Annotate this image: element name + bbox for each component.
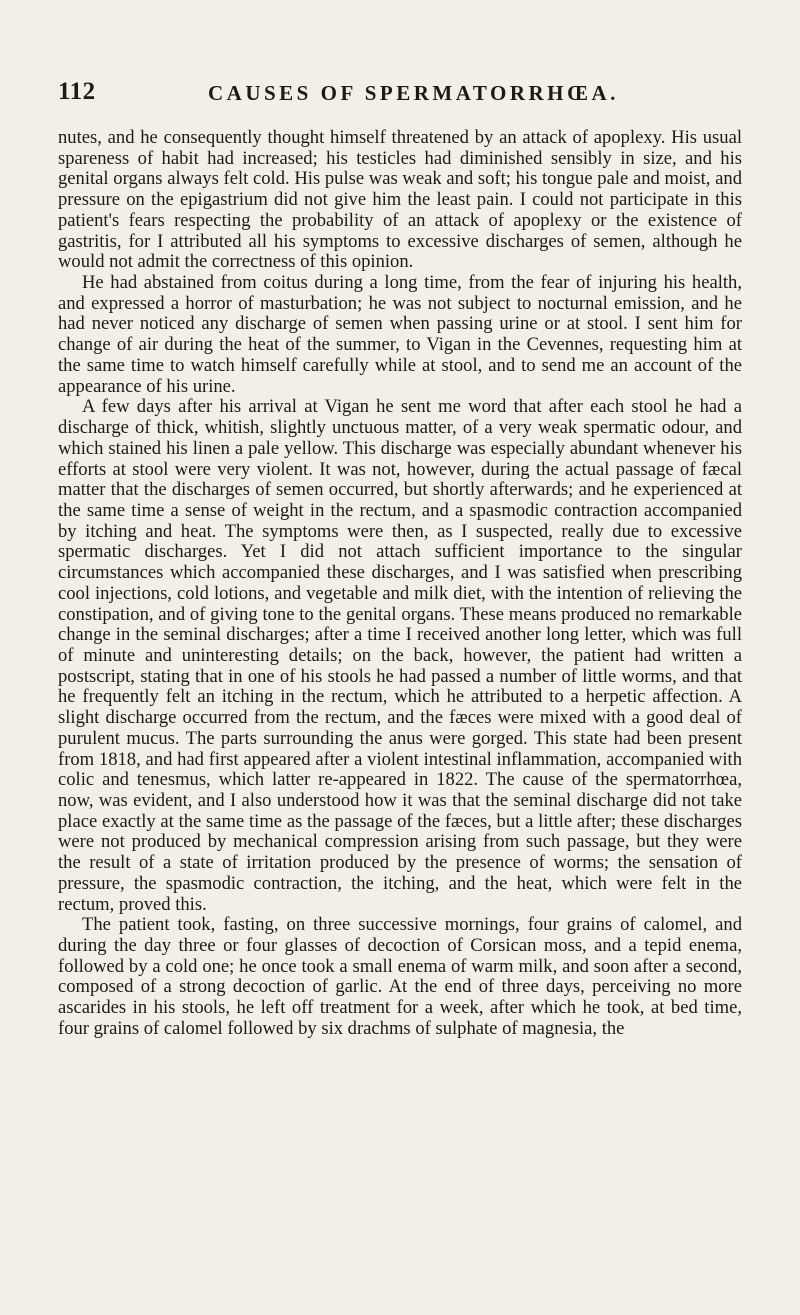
page-number: 112	[58, 78, 96, 105]
running-header	[58, 78, 742, 110]
paragraph-treatment: The patient took, fasting, on three successive mornings, four grains of calomel, and during the day three or four glasses of decoction of Corsican moss, and a tepid enema, followed by a cold one; he once took a small enema of warm milk, and soon after a second, composed of a strong decoction of garlic. At the end of three days, perceiving no more ascarides in his stools, he left off treatment for a week, after which he took, at bed time, four grains of calomel followed by six drachms of sulphate of magnesia, the	[58, 914, 742, 1039]
body-text	[58, 128, 742, 1040]
paragraph-continued: nutes, and he consequently thought himself threatened by an attack of apoplexy. His usual spareness of habit had increased; his testicles had diminished sensibly in size, and his genital organs always felt cold. His pulse was weak and soft; his tongue pale and moist, and pressure on the epigastrium did not give him the least pain. I could not participate in this patient's fears respecting the probability of an attack of apoplexy or the existence of gastritis, for I attributed all his symptoms to excessive discharges of semen, although he would not admit the correctness of this opinion.	[58, 127, 742, 273]
paragraph-discharges: A few days after his arrival at Vigan he sent me word that after each stool he had a discharge of thick, whitish, slightly unctuous matter, of a very weak spermatic odour, and which stained his linen a pale yellow. This discharge was especially abundant whenever his efforts at stool were very violent. It was not, however, during the actual passage of fæcal matter that the discharges of semen occurred, but shortly afterwards; and he experienced at the same time a sense of weight in the rectum, and a spasmodic contraction accompanied by itching and heat. The symptoms were then, as I suspected, really due to excessive spermatic discharges. Yet I did not attach sufficient importance to the singular circumstances which accompanied these discharges, and I was satisfied when prescribing cool injections, cold lotions, and vegetable and milk diet, with the intention of relieving the constipation, and of giving tone to the genital organs. These means produced no remarkable change in the seminal discharges; after a time I received another long letter, which was full of minute and uninteresting details; on the back, however, the patient had written a postscript, stating that in one of his stools he had passed a number of little worms, and that he frequently felt an itching in the rectum, which he attributed to a herpetic affection. A slight discharge occurred from the rectum, and the fæces were mixed with a good deal of purulent mucus. The parts surrounding the anus were gorged. This state had been present from 1818, and had first appeared after a violent intestinal inflammation, accompanied with colic and tenesmus, which latter re-appeared in 1822. The cause of the spermatorrhœa, now, was evident, and I also understood how it was that the seminal discharge did not take place exactly at the same time as the passage of the fæces, but a little after; these discharges were not produced by mechanical compression arising from such passage, but they were the result of a state of irritation produced by the presence of worms; the sensation of pressure, the spasmodic contraction, the itching, and the heat, which were felt in the rectum, proved this.	[58, 396, 742, 915]
paragraph-abstinence: He had abstained from coitus during a long time, from the fear of injuring his health, and expressed a horror of masturbation; he was not subject to nocturnal emission, and he had never noticed any discharge of semen when passing urine or at stool. I sent him for change of air during the heat of the summer, to Vigan in the Cevennes, requesting him at the same time to watch himself carefully while at stool, and to send me an account of the appearance of his urine.	[58, 272, 742, 397]
running-title: CAUSES OF SPERMATORRHŒA.	[208, 81, 619, 105]
